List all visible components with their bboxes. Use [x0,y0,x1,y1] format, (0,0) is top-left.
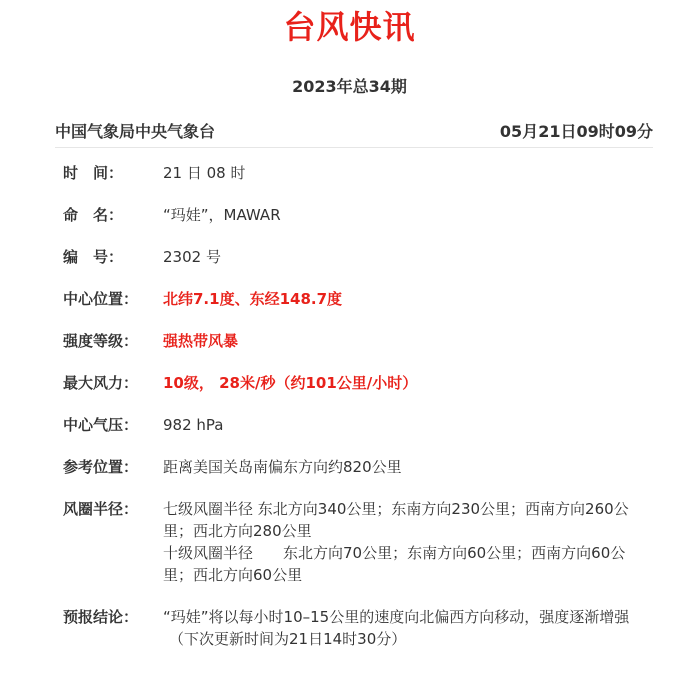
value-line: 距离美国关岛南偏东方向约820公里 [163,458,402,476]
value-line: （下次更新时间为21日14时30分） [169,630,407,648]
row-reference-position [63,456,653,478]
row-label: 预报结论： [63,608,139,626]
row-forecast [63,606,653,650]
issue-datetime: 05月21日09时09分 [499,121,653,141]
row-value [163,498,653,586]
row-time [63,162,653,184]
row-value [163,162,653,184]
row-label: 风圈半径： [63,500,139,518]
page-title: 台风快讯 [283,8,416,46]
value-line: “玛娃”将以每小时10–15公里的速度向北偏西方向移动，强度逐渐增强 [163,608,630,626]
row-value [163,330,653,352]
value-line: “玛娃”，MAWAR [163,206,281,224]
row-value [163,414,653,436]
value-line: 北纬7.1度、东经148.7度 [163,290,343,308]
row-wind-radius [63,498,653,586]
row-number [63,246,653,268]
value-line: 2302 号 [163,248,221,266]
bulletin-header [55,119,653,141]
row-value [163,204,653,226]
divider [55,147,653,148]
row-label: 最大风力： [63,374,139,392]
typhoon-info-list [63,162,653,670]
row-center-position [63,288,653,310]
issuer: 中国气象局中央气象台 [55,121,216,141]
row-label: 中心位置： [63,290,139,308]
issue-number: 2023年总34期 [292,77,407,96]
row-value [163,246,653,268]
row-pressure [63,414,653,436]
value-line: 21 日 08 时 [163,164,246,182]
row-label: 中心气压： [63,416,139,434]
row-label: 参考位置： [63,458,139,476]
row-intensity [63,330,653,352]
row-value [163,372,653,394]
value-line: 七级风圈半径 东北方向340公里；东南方向230公里；西南方向260公里；西北方向280公里 [163,500,629,540]
value-line: 十级风圈半径 东北方向70公里；东南方向60公里；西南方向60公里；西北方向60公里 [163,544,626,584]
row-max-wind [63,372,653,394]
row-label: 时 间： [63,164,124,182]
row-label: 命 名： [63,206,124,224]
row-value [163,456,653,478]
row-label: 强度等级： [63,332,139,350]
row-value [163,606,653,650]
value-line: 强热带风暴 [163,332,239,350]
row-value [163,288,653,310]
row-label: 编 号： [63,248,124,266]
value-line: 10级， 28米/秒（约101公里/小时） [163,374,418,392]
value-line: 982 hPa [163,416,224,434]
row-name [63,204,653,226]
